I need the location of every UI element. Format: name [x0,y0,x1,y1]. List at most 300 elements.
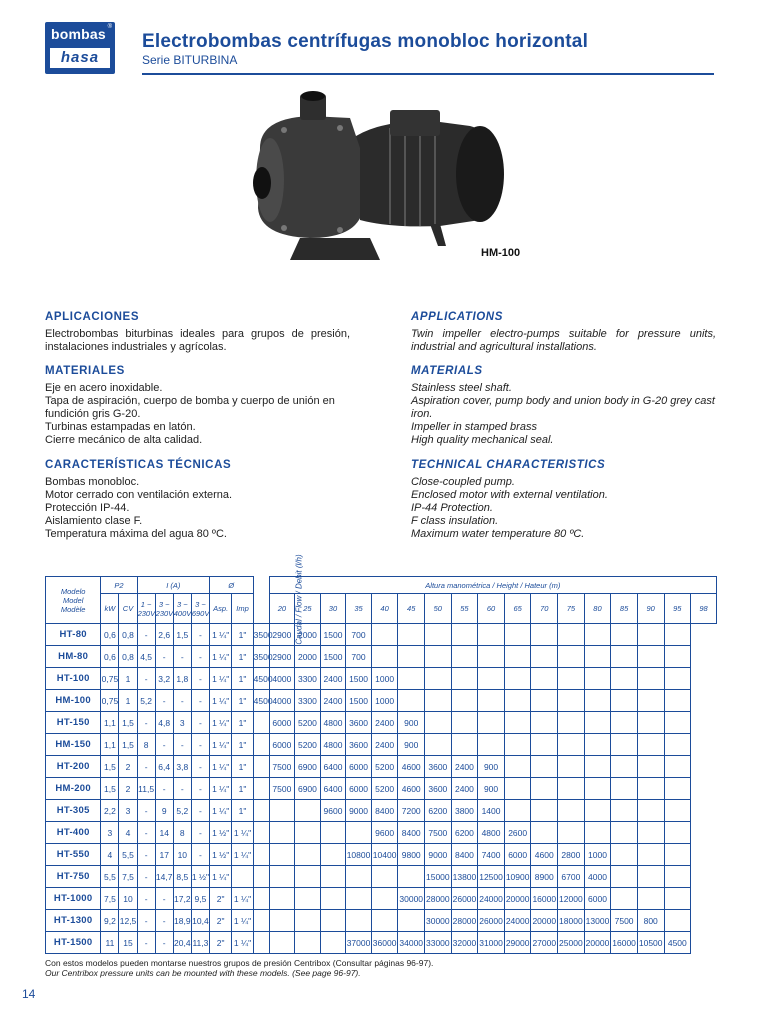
flow-cell [637,778,664,800]
flow-cell: 9600 [320,800,346,822]
spec-cell-asp: 1 ¼" [209,800,231,822]
flow-cell [584,822,611,844]
flow-cell: 3600 [425,778,452,800]
flow-cell: 4500 [664,932,691,954]
header-diameter: Ø [209,577,253,594]
flow-cell [558,624,585,646]
spec-cell-cv: 1 [119,668,137,690]
model-cell: HM-200 [46,778,101,800]
spec-cell-v1: 5,2 [137,690,155,712]
flow-cell [478,668,505,690]
flow-cell: 16000 [531,888,558,910]
header-height-value: 80 [584,594,611,624]
spec-cell-v3: 1,5 [173,624,191,646]
table-header-row [46,577,717,594]
flow-cell [584,668,611,690]
flow-cell [253,800,269,822]
flow-cell [398,646,425,668]
flow-cell: 15000 [425,866,452,888]
header-model-en: Model [62,595,84,605]
flow-cell: 9000 [425,844,452,866]
spec-cell-cv: 3 [119,800,137,822]
flow-cell: 13000 [584,910,611,932]
spec-cell-cv: 1,5 [119,734,137,756]
header-model-fr: Modèle [60,604,86,614]
flow-cell [664,734,691,756]
flow-cell [320,822,346,844]
flow-cell [451,712,478,734]
flow-cell: 3300 [295,690,321,712]
spec-cell-v3: - [173,690,191,712]
spec-cell-imp: 1" [232,712,253,734]
header-height-value: 40 [371,594,398,624]
flow-cell: 3500 [253,646,269,668]
flow-cell [320,932,346,954]
flow-cell: 8900 [531,866,558,888]
section-line: IP-44 Protection. [411,502,493,514]
header-current: I (A) [137,577,209,594]
spec-cell-v2: - [155,778,173,800]
flow-cell: 24000 [504,910,531,932]
flow-cell [531,756,558,778]
flow-cell: 1500 [346,690,372,712]
spec-cell-imp: 1" [232,800,253,822]
flow-cell: 4800 [320,734,346,756]
section-materials [411,365,716,447]
flow-cell [611,646,638,668]
flow-cell [346,866,372,888]
flow-cell: 6000 [269,712,295,734]
flow-cell [398,624,425,646]
flow-cell [371,624,398,646]
flow-cell [558,668,585,690]
spec-cell-v2: 6,4 [155,756,173,778]
flow-cell: 28000 [451,910,478,932]
flow-cell: 12000 [558,888,585,910]
brand-logo [45,22,115,74]
flow-cell [295,866,321,888]
spec-cell-v2: - [155,646,173,668]
flow-cell [531,822,558,844]
section-line: Temperatura máxima del agua 80 ºC. [45,528,227,540]
header-height-value: 25 [295,594,321,624]
spec-cell-v2: - [155,888,173,910]
section-line: Enclosed motor with external ventilation. [411,489,608,501]
flow-cell: 10400 [371,844,398,866]
figure-label: HM-100 [481,247,521,259]
flow-cell: 33000 [425,932,452,954]
flow-cell [504,646,531,668]
flow-cell: 5200 [371,756,398,778]
flow-cell: 27000 [531,932,558,954]
section-aplicaciones [45,311,350,354]
model-cell: HT-100 [46,668,101,690]
spec-cell-v1: - [137,712,155,734]
spec-cell-v2: - [155,910,173,932]
section-line: F class insulation. [411,515,499,527]
flow-cell [664,690,691,712]
flow-cell [478,646,505,668]
flow-cell: 6400 [320,778,346,800]
flow-cell: 20000 [504,888,531,910]
header-height-value: 20 [269,594,295,624]
header-height-value: 30 [320,594,346,624]
flow-cell: 28000 [425,888,452,910]
table-row [46,844,717,866]
flow-cell: 6000 [269,734,295,756]
flow-cell [269,910,295,932]
flow-cell: 9600 [371,822,398,844]
spec-cell-v2: - [155,932,173,954]
flow-cell: 5200 [295,712,321,734]
flow-cell [269,866,295,888]
flow-cell [558,646,585,668]
spec-cell-v3: 8,5 [173,866,191,888]
flow-cell: 5200 [295,734,321,756]
flow-cell: 3300 [295,668,321,690]
flow-cell [269,844,295,866]
spec-cell-v1: - [137,624,155,646]
model-cell: HT-1000 [46,888,101,910]
spec-cell-v3: 5,2 [173,800,191,822]
spec-cell-cv: 10 [119,888,137,910]
flow-cell [664,888,691,910]
header-p2: P2 [101,577,137,594]
flow-cell [611,822,638,844]
flow-cell [504,778,531,800]
flow-cell [664,624,691,646]
flow-cell: 20000 [584,932,611,954]
flow-cell: 24000 [478,888,505,910]
flow-cell: 6400 [320,756,346,778]
section-line: Stainless steel shaft. [411,382,512,394]
model-cell: HM-150 [46,734,101,756]
flow-cell: 9000 [346,800,372,822]
spec-cell-imp: 1" [232,778,253,800]
flow-cell [504,800,531,822]
spec-cell-cv: 2 [119,756,137,778]
flow-cell: 10900 [504,866,531,888]
flow-cell: 20000 [531,910,558,932]
flow-cell [637,624,664,646]
flow-cell [269,800,295,822]
flow-cell: 6200 [425,800,452,822]
flow-cell [584,756,611,778]
spec-cell-cv: 0,8 [119,646,137,668]
flow-cell [637,712,664,734]
section-line: Turbinas estampadas en latón. [45,421,196,433]
flow-cell: 10800 [346,844,372,866]
spec-cell-v3: - [173,778,191,800]
flow-cell: 10500 [637,932,664,954]
flow-cell: 800 [637,910,664,932]
flow-cell: 4500 [253,668,269,690]
header-model [46,577,101,624]
flow-cell [611,712,638,734]
section-line: Impeller in stamped brass [411,421,537,433]
section-heading: TECHNICAL CHARACTERISTICS [411,459,606,471]
flow-cell [637,888,664,910]
flow-cell [664,712,691,734]
flow-cell [664,668,691,690]
flow-cell: 29000 [504,932,531,954]
section-line: Aspiration cover, pump body and union body in G-20 grey cast iron. [411,395,715,420]
table-row [46,624,717,646]
header-model-es: Modelo [60,586,86,596]
spec-cell-imp: 1 ¼" [232,822,253,844]
table-row [46,668,717,690]
header-height-value: 50 [425,594,452,624]
table-row [46,910,717,932]
section-caracteristicas [45,459,350,541]
flow-cell: 2400 [371,734,398,756]
spec-cell-kw: 11 [101,932,119,954]
flow-cell: 8400 [451,844,478,866]
flow-cell: 1500 [346,668,372,690]
flow-cell: 6000 [584,888,611,910]
flow-cell [320,866,346,888]
flow-cell: 26000 [478,910,505,932]
spec-cell-cv: 15 [119,932,137,954]
spec-cell-kw: 2,2 [101,800,119,822]
flow-cell: 2000 [295,646,321,668]
flow-cell [531,734,558,756]
spec-cell-v3: 3 [173,712,191,734]
flow-cell [637,734,664,756]
registered-mark-icon: ® [107,24,112,30]
flow-cell [558,822,585,844]
spec-cell-v4: - [191,712,209,734]
flow-cell [398,668,425,690]
flow-cell [584,624,611,646]
flow-cell [478,690,505,712]
header-height-value: 85 [611,594,638,624]
header-cv: CV [119,594,137,624]
flow-cell [504,734,531,756]
flow-cell [253,712,269,734]
flow-cell [269,822,295,844]
spec-cell-imp [232,866,253,888]
spec-cell-imp: 1" [232,624,253,646]
flow-cell [558,690,585,712]
flow-cell: 700 [346,624,372,646]
flow-cell: 8400 [398,822,425,844]
section-heading: APPLICATIONS [411,311,503,323]
flow-cell: 3800 [451,800,478,822]
table-row [46,690,717,712]
spec-cell-v3: 10 [173,844,191,866]
spec-cell-cv: 5,5 [119,844,137,866]
flow-cell: 7500 [425,822,452,844]
flow-cell [295,932,321,954]
header-asp: Asp. [209,594,231,624]
spec-cell-asp: 1 ¼" [209,690,231,712]
flow-cell [425,734,452,756]
spec-cell-asp: 1 ¼" [209,734,231,756]
spec-cell-asp: 2" [209,888,231,910]
flow-cell: 3600 [425,756,452,778]
flow-cell [637,756,664,778]
flow-cell [637,646,664,668]
spec-cell-cv: 4 [119,822,137,844]
flow-cell [531,668,558,690]
flow-cell: 5200 [371,778,398,800]
flow-cell [451,624,478,646]
header-height-value: 55 [451,594,478,624]
flow-cell: 2400 [320,668,346,690]
flow-cell: 1400 [478,800,505,822]
spec-cell-v4: - [191,734,209,756]
flow-cell [637,668,664,690]
flow-cell: 6000 [346,778,372,800]
table-row [46,734,717,756]
flow-cell [504,624,531,646]
flow-cell [637,844,664,866]
flow-cell [269,932,295,954]
spec-cell-asp: 1 ¼" [209,756,231,778]
flow-cell [637,822,664,844]
flow-cell [451,690,478,712]
flow-cell [558,734,585,756]
flow-cell: 4000 [269,668,295,690]
spec-cell-v4: - [191,756,209,778]
spec-cell-v1: - [137,910,155,932]
spec-cell-v2: 14 [155,822,173,844]
flow-cell [558,800,585,822]
section-line: Protección IP-44. [45,502,130,514]
table-row [46,712,717,734]
section-heading: MATERIALES [45,365,125,377]
flow-cell [611,800,638,822]
flow-cell: 3600 [346,712,372,734]
table-row [46,888,717,910]
spec-cell-v3: 17,2 [173,888,191,910]
flow-cell [611,756,638,778]
model-cell: HT-750 [46,866,101,888]
flow-cell: 7400 [478,844,505,866]
header-height-value: 90 [637,594,664,624]
flow-cell [253,734,269,756]
flow-cell [531,690,558,712]
flow-cell: 37000 [346,932,372,954]
flow-cell [253,910,269,932]
flow-cell [451,668,478,690]
flow-cell: 16000 [611,932,638,954]
pump-illustration [240,88,510,268]
flow-cell [664,800,691,822]
spec-cell-imp: 1 ¼" [232,844,253,866]
flow-cell [320,910,346,932]
flow-cell: 7200 [398,800,425,822]
section-line: Bombas monobloc. [45,476,140,488]
flow-cell [398,910,425,932]
spec-cell-v4: - [191,800,209,822]
spec-cell-v4: - [191,778,209,800]
header-height-value: 65 [504,594,531,624]
spec-cell-asp: 1 ¼" [209,646,231,668]
spec-cell-v1: - [137,844,155,866]
spec-cell-v1: - [137,888,155,910]
flow-cell [611,624,638,646]
page-subtitle: Serie BITURBINA [142,53,238,67]
flow-cell: 900 [398,712,425,734]
flow-cell: 2900 [269,646,295,668]
flow-cell [584,800,611,822]
flow-cell [253,822,269,844]
spec-cell-v3: 18,9 [173,910,191,932]
page-title: Electrobombas centrífugas monobloc horizontal [142,31,589,52]
flow-cell: 4600 [398,756,425,778]
header-height-value: 95 [664,594,691,624]
spec-cell-v3: - [173,646,191,668]
flow-cell: 2400 [371,712,398,734]
spec-cell-kw: 7,5 [101,888,119,910]
flow-cell [584,712,611,734]
flow-cell [611,866,638,888]
header-height-value: 98 [691,594,717,624]
spec-cell-kw: 1,5 [101,756,119,778]
flow-cell [320,888,346,910]
spec-cell-asp: 1 ¼" [209,624,231,646]
flow-cell [611,690,638,712]
spec-cell-v1: 4,5 [137,646,155,668]
flow-cell: 4500 [253,690,269,712]
flow-cell: 6700 [558,866,585,888]
flow-cell: 31000 [478,932,505,954]
spec-cell-imp: 1" [232,756,253,778]
flow-cell [611,734,638,756]
header-height: Altura manométrica / Height / Hateur (m) [269,577,716,594]
flow-cell: 1500 [320,624,346,646]
flow-cell [637,800,664,822]
header-v3: 3 ~ 400V [173,594,191,624]
section-heading: MATERIALS [411,365,483,377]
flow-cell: 2400 [320,690,346,712]
spec-cell-asp: 2" [209,910,231,932]
section-line: Tapa de aspiración, cuerpo de bomba y cuerpo de unión en fundición gris G-20. [45,395,335,420]
section-line: Electrobombas biturbinas ideales para grupos de presión, instalaciones industriales y agrícolas. [45,328,350,353]
model-cell: HM-80 [46,646,101,668]
spec-cell-v3: 1,8 [173,668,191,690]
spec-cell-imp: 1 ¼" [232,932,253,954]
header-v1: 1 ~ 230V [137,594,155,624]
flow-cell: 7500 [611,910,638,932]
section-line: Aislamiento clase F. [45,515,143,527]
spec-cell-asp: 1 ¼" [209,668,231,690]
flow-cell: 32000 [451,932,478,954]
spec-cell-v1: 8 [137,734,155,756]
header-v4: 3 ~ 690V [191,594,209,624]
flow-cell: 1000 [584,844,611,866]
spec-cell-kw: 1,1 [101,734,119,756]
flow-cell: 1000 [371,690,398,712]
section-line: Cierre mecánico de alta calidad. [45,434,203,446]
table-row [46,866,717,888]
flow-cell [295,888,321,910]
header-kw: kW [101,594,119,624]
spec-cell-kw: 1,5 [101,778,119,800]
model-cell: HT-305 [46,800,101,822]
brand-word: bombas [51,26,106,42]
spec-cell-v2: - [155,734,173,756]
flow-cell [531,800,558,822]
flow-cell: 4800 [478,822,505,844]
flow-cell [584,646,611,668]
spec-cell-kw: 0,75 [101,668,119,690]
flow-cell [611,778,638,800]
flow-cell: 1000 [371,668,398,690]
flow-cell [295,910,321,932]
